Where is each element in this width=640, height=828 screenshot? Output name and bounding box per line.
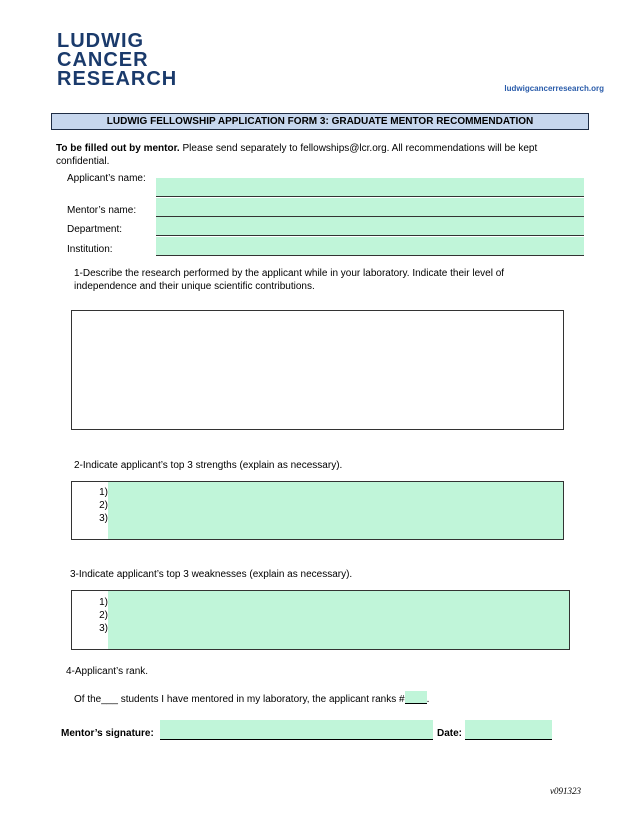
question-1: 1-Describe the research performed by the applicant while in your laboratory. Indicate their level of independence and their unique scientific contributions. — [74, 268, 505, 292]
question-4: 4-Applicant’s rank. — [66, 666, 149, 677]
ludwig-logo — [57, 32, 177, 89]
site-url[interactable]: ludwigcancerresearch.org — [504, 84, 604, 93]
list-number: 1) — [99, 597, 108, 608]
logo-line-2: CANCER — [57, 49, 149, 71]
strengths-box — [71, 481, 564, 540]
weaknesses-numbers — [82, 596, 108, 635]
logo-line-1: LUDWIG — [57, 30, 145, 52]
date-field[interactable] — [465, 720, 552, 740]
rank-total-blank[interactable]: ___ — [101, 694, 118, 705]
signature-label: Mentor’s signature: — [61, 728, 154, 739]
strengths-field[interactable] — [108, 482, 563, 539]
list-number: 2) — [99, 610, 108, 621]
department-label: Department: — [67, 224, 123, 235]
date-label: Date: — [437, 728, 463, 739]
question-3: 3-Indicate applicant’s top 3 weaknesses (explain as necessary). — [70, 569, 353, 580]
rank-text-1: Of the — [74, 694, 102, 705]
form-title: LUDWIG FELLOWSHIP APPLICATION FORM 3: GRADUATE MENTOR RECOMMENDATION — [51, 113, 589, 130]
intro-bold: To be filled out by mentor. — [56, 143, 180, 154]
list-number: 3) — [99, 513, 108, 524]
list-number: 1) — [99, 487, 108, 498]
weaknesses-field[interactable] — [108, 591, 569, 649]
list-number: 3) — [99, 623, 108, 634]
rank-number-field[interactable] — [405, 691, 427, 704]
logo-line-3: RESEARCH — [57, 68, 178, 90]
rank-text-2: students I have mentored in my laboratory, the applicant ranks # — [117, 694, 405, 705]
institution-label: Institution: — [67, 244, 113, 255]
research-description-field[interactable] — [71, 310, 564, 430]
applicant-name-field[interactable] — [156, 178, 584, 197]
mentor-name-label: Mentor’s name: — [67, 205, 137, 216]
weaknesses-box — [71, 590, 570, 650]
intro-body: Please send separately to fellowships@lcr.org. All recommendations will be kept confidential. — [56, 143, 538, 167]
rank-text-3: . — [426, 694, 430, 705]
department-field[interactable] — [156, 217, 584, 236]
version-label: v091323 — [550, 786, 581, 796]
institution-field[interactable] — [156, 237, 584, 256]
strengths-numbers — [82, 486, 108, 525]
intro-text — [56, 143, 586, 168]
list-number: 2) — [99, 500, 108, 511]
rank-sentence — [74, 691, 429, 707]
mentor-name-field[interactable] — [156, 198, 584, 217]
applicant-name-label: Applicant’s name: — [67, 173, 146, 184]
question-2: 2-Indicate applicant’s top 3 strengths (explain as necessary). — [74, 460, 343, 471]
signature-field[interactable] — [160, 720, 433, 740]
